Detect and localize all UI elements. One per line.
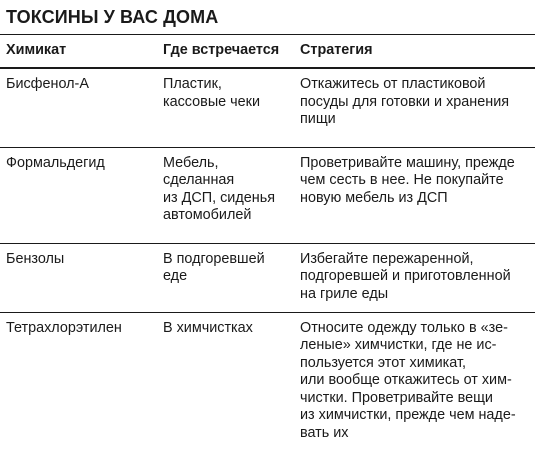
header-where: Где встречается [157,35,294,68]
cell-line: Тетрахлорэтилен [6,319,122,336]
cell-line: подгоревшей и приготовленной [300,268,511,284]
cell-line: из ДСП, сиденья [163,189,275,206]
cell-line: чистки. Проветривайте вещи [300,389,493,406]
table-title: ТОКСИНЫ У ВАС ДОМА [0,0,535,35]
cell-where [157,147,294,243]
cell-strategy [294,243,535,312]
cell-line: сделанная [163,172,235,188]
header-row [0,35,535,68]
cell-where [157,68,294,147]
cell-line: Бензолы [6,250,65,267]
cell-line: автомобилей [163,207,252,223]
table-row [0,68,535,147]
cell-line: Бисфенол-А [6,76,89,92]
cell-strategy [294,147,535,243]
header-strategy: Стратегия [294,35,535,68]
cell-where [157,312,294,456]
cell-line: Избегайте пережаренной, [300,250,474,267]
cell-line: посуды для готовки и хранения [300,93,510,110]
cell-line: пищи [300,111,336,127]
cell-line: Формальдегид [6,154,105,171]
cell-line: В химчистках [163,319,253,336]
cell-line: Откажитесь от пластиковой [300,76,486,92]
cell-line: пользуется этот химикат, [300,354,466,371]
cell-strategy [294,68,535,147]
cell-line: В подгоревшей [163,250,265,267]
cell-line: леные» химчистки, где не ис- [300,337,497,353]
cell-line: на гриле еды [300,285,389,302]
cell-line: еде [163,268,188,284]
cell-chemical [0,243,157,312]
table-row [0,312,535,456]
cell-chemical [0,147,157,243]
table-body [0,68,535,456]
cell-chemical [0,312,157,456]
cell-strategy [294,312,535,456]
cell-line: Проветривайте машину, прежде [300,154,515,171]
cell-where [157,243,294,312]
cell-line: кассовые чеки [163,93,260,110]
table-row [0,147,535,243]
cell-line: Относите одежду только в «зе- [300,319,508,336]
cell-chemical [0,68,157,147]
cell-line: вать их [300,424,349,441]
toxins-table [0,35,535,456]
cell-line: или вообще откажитесь от хим- [300,372,512,388]
cell-line: новую мебель из ДСП [300,189,448,206]
cell-line: Мебель, [163,154,219,171]
header-chemical: Химикат [0,35,157,68]
table-row [0,243,535,312]
cell-line: чем сесть в нее. Не покупайте [300,172,504,188]
cell-line: из химчистки, прежде чем наде- [300,407,516,423]
cell-line: Пластик, [163,76,222,92]
